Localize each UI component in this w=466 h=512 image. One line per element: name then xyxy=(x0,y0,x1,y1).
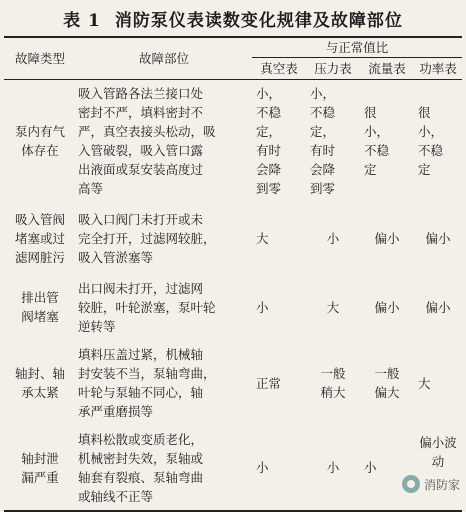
row-flow: 偏小 xyxy=(374,230,400,246)
row-vacuum: 正常 xyxy=(256,375,282,391)
row-vacuum: 小， 不稳 定， 有时 会降 到零 xyxy=(256,86,282,197)
row-power: 很 小， 不稳 定 xyxy=(418,105,444,178)
row-pressure: 一般 稍大 xyxy=(320,366,346,400)
table-row xyxy=(4,79,462,203)
table-number: 表 1 xyxy=(63,11,101,31)
row-flow: 小 xyxy=(360,425,414,511)
header-flow: 流量表 xyxy=(360,57,414,79)
row-fault-part: 出口阀未打开，过滤网 较脏，叶轮淤塞，泵叶轮 逆转等 xyxy=(78,280,216,334)
header-vacuum: 真空表 xyxy=(252,57,306,79)
table-row xyxy=(4,273,462,341)
table-row xyxy=(4,425,462,511)
row-pressure: 小 xyxy=(306,425,360,511)
row-pressure: 小 xyxy=(326,230,340,246)
header-compare-group: 与正常值比 xyxy=(252,37,462,57)
row-vacuum: 小 xyxy=(252,425,306,511)
row-vacuum: 大 xyxy=(256,230,269,246)
table-title xyxy=(0,6,466,30)
row-fault-type: 吸入管阀 堵塞或过 滤网脏污 xyxy=(14,211,65,265)
header-pressure: 压力表 xyxy=(306,57,360,79)
row-power: 偏小 xyxy=(425,299,451,315)
row-fault-part: 填料压盖过紧，机械轴 封安装不当，泵轴弯曲， 叶轮与泵轴不同心，轴 承严重磨损等 xyxy=(78,347,216,419)
row-power: 偏小波 动 xyxy=(414,425,462,511)
row-fault-type: 泵内有气 体存在 xyxy=(14,124,65,159)
row-pressure: 小， 不稳 定， 有时 会降 到零 xyxy=(310,86,336,197)
row-flow: 偏小 xyxy=(374,299,400,315)
row-pressure: 大 xyxy=(326,299,340,315)
watermark-text: 消防家 xyxy=(423,477,460,492)
row-flow: 一般 偏大 xyxy=(374,366,400,400)
row-fault-part: 吸入管路各法兰接口处 密封不严，填料密封不 严，真空表接头松动，吸 入管破裂，吸入管口露 出液面或泵安装高度过 高等 xyxy=(78,86,216,197)
row-fault-type: 排出管 阀堵塞 xyxy=(21,290,59,324)
header-fault-part: 故障部位 xyxy=(76,37,252,79)
row-fault-type: 轴封、轴 承太紧 xyxy=(14,366,65,400)
table-row xyxy=(4,341,462,425)
row-fault-type: 轴封泄 漏严重 xyxy=(4,425,76,511)
watermark xyxy=(402,473,460,495)
row-vacuum: 小 xyxy=(256,299,269,315)
table-caption: 消防泵仪表读数变化规律及故障部位 xyxy=(114,11,403,31)
row-power: 大 xyxy=(418,375,431,391)
fault-table xyxy=(4,36,462,512)
row-fault-part: 吸入口阀门未打开或未 完全打开，过滤网较脏， 吸入管淤塞等 xyxy=(78,211,216,265)
row-flow: 很 小， 不稳 定 xyxy=(364,105,390,178)
row-power: 偏小 xyxy=(425,230,451,246)
wechat-logo-icon xyxy=(402,475,420,493)
row-fault-part: 填料松散或变质老化， 机械密封失效，泵轴或 轴套有裂痕、泵轴弯曲 或轴线不正等 xyxy=(76,425,252,511)
header-fault-type: 故障类型 xyxy=(4,37,76,79)
header-power: 功率表 xyxy=(414,57,462,79)
table-row xyxy=(4,203,462,273)
